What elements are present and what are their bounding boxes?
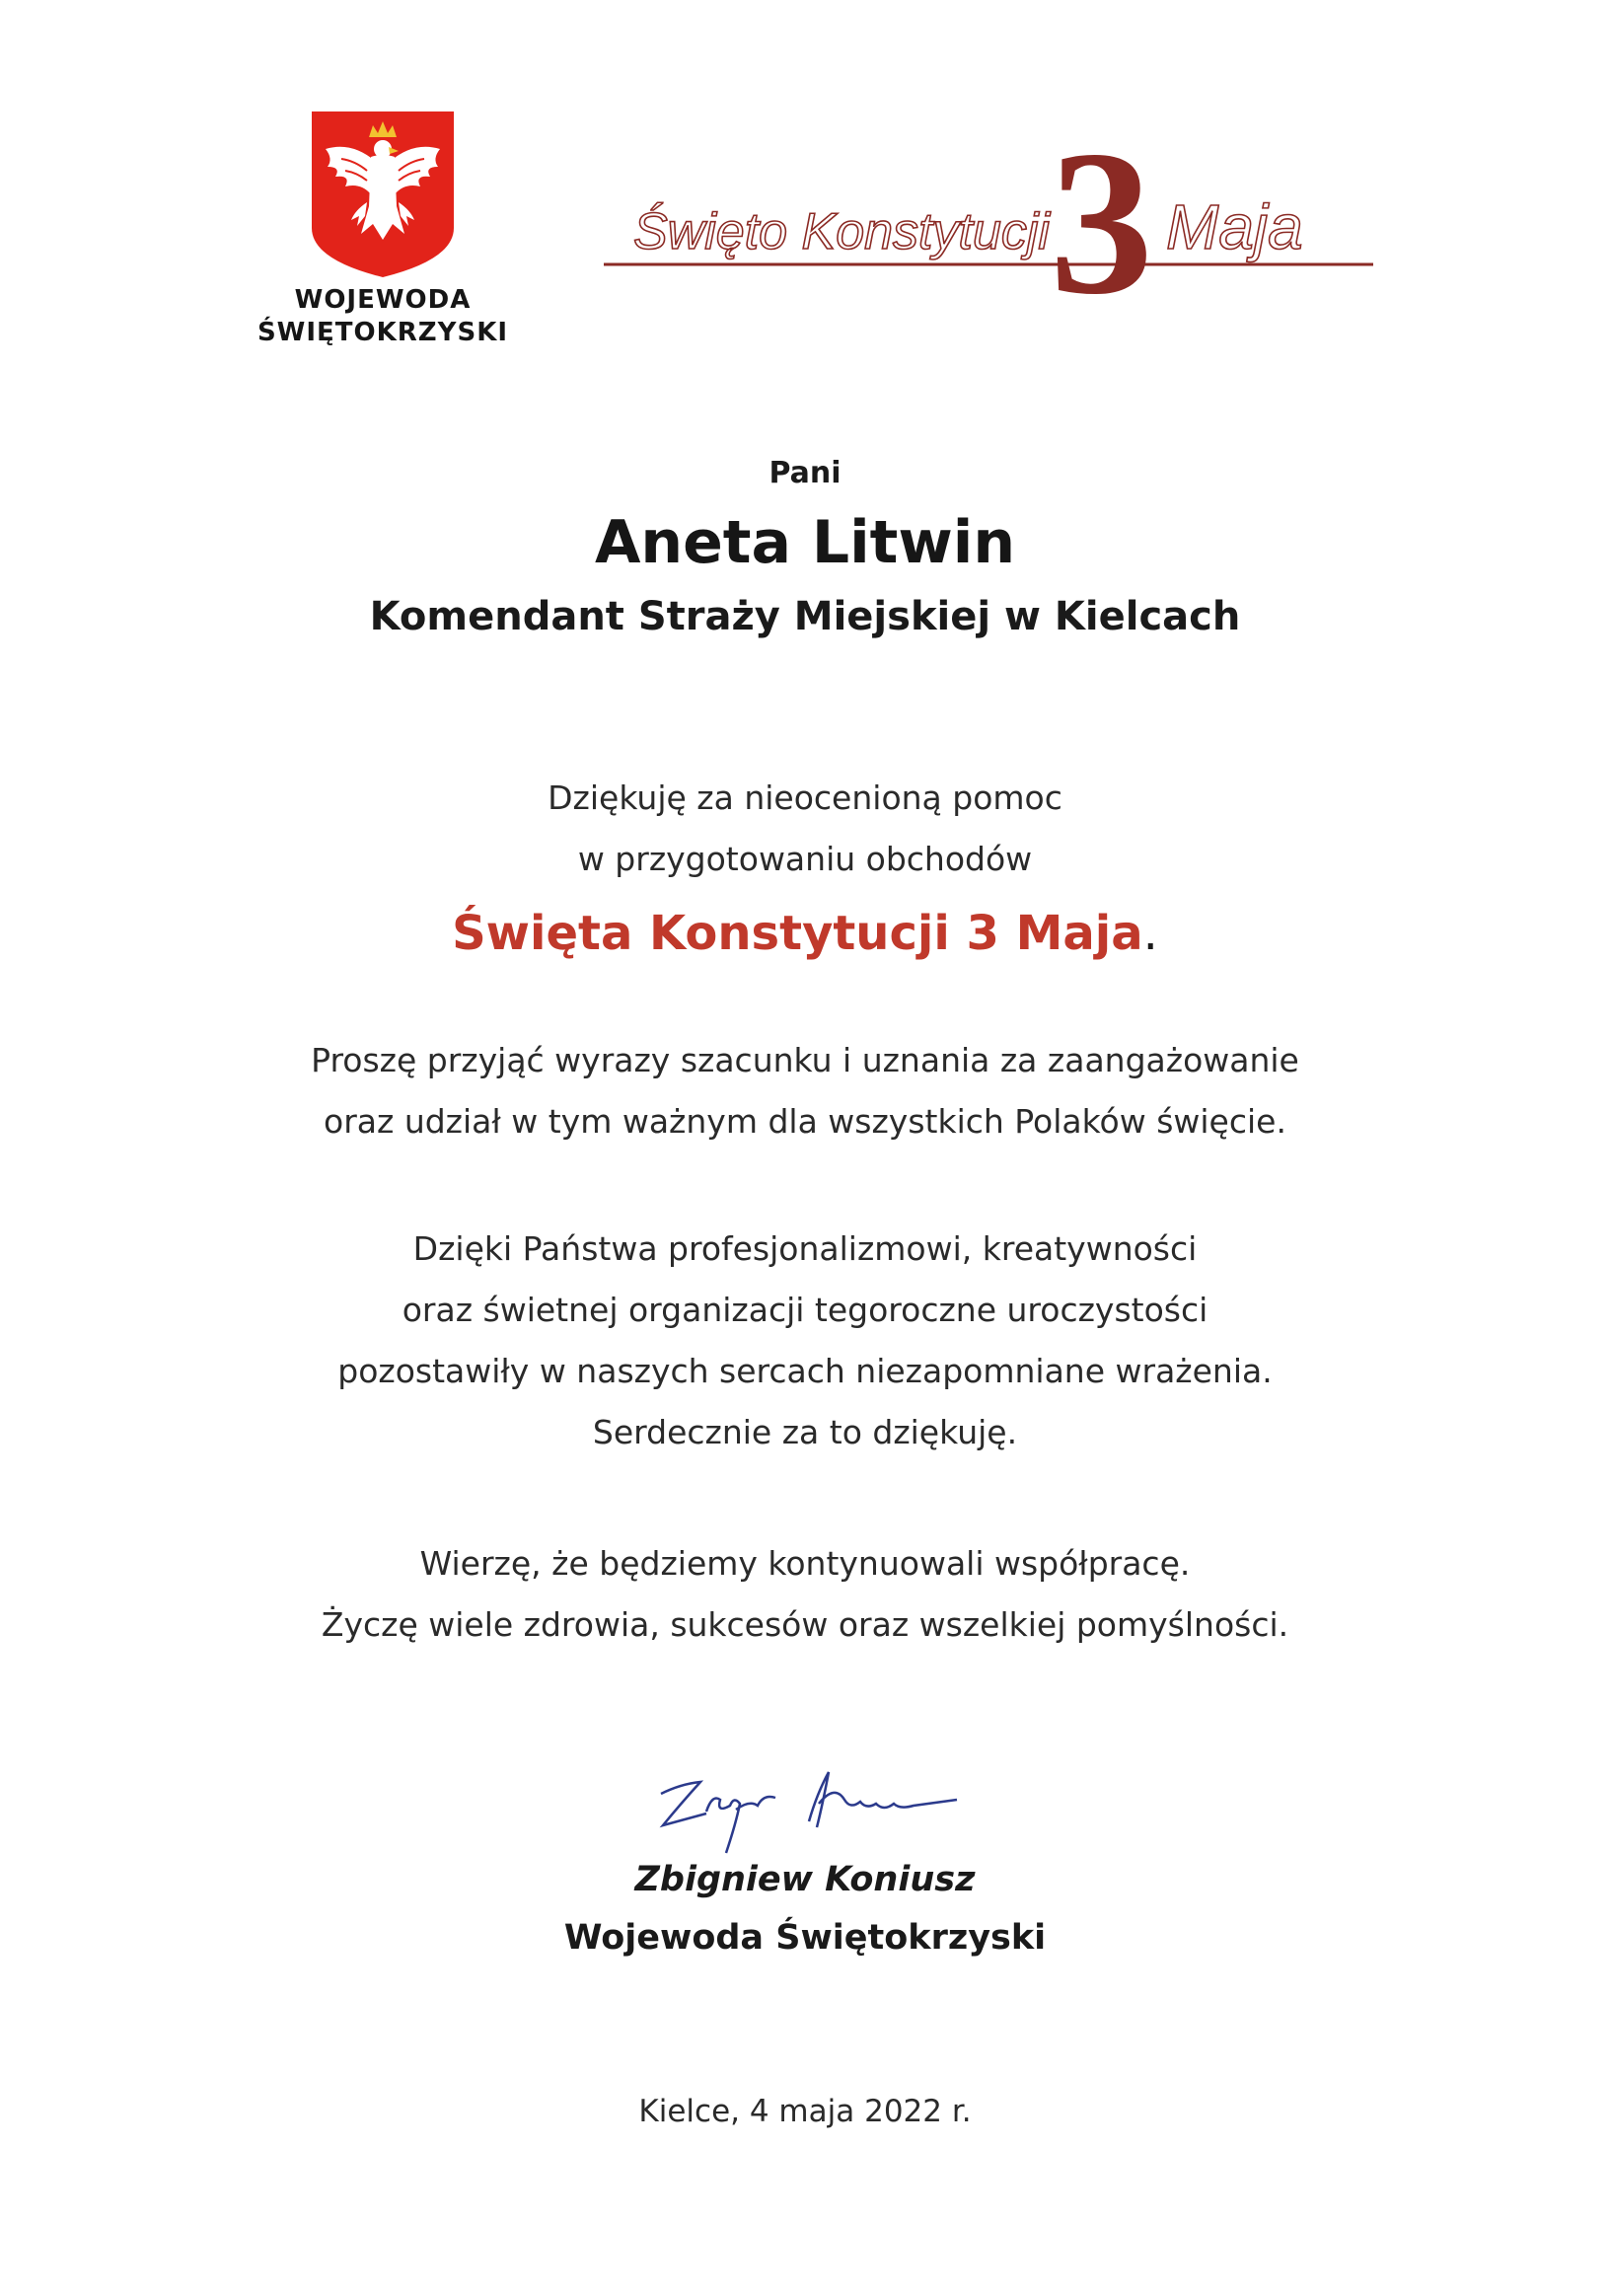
constitution-day-motif (604, 116, 1373, 324)
signer-title: Wojewoda Świętokrzyski (563, 1918, 1047, 1958)
respect-paragraph (0, 1030, 1610, 1152)
event-highlight (0, 906, 1610, 961)
text-line: Życzę wiele zdrowia, sukcesów oraz wszelkiej pomyślności. (321, 1605, 1289, 1644)
motif-text-left: Święto Konstytucji (633, 203, 1050, 260)
text-line: pozostawiły w naszych sercach niezapomniane wrażenia. (337, 1352, 1273, 1390)
handwritten-signature-icon (641, 1754, 1016, 1863)
salutation: Pani (768, 456, 842, 490)
recipient-name: Aneta Litwin (594, 508, 1016, 577)
text-line: Wierzę, że będziemy kontynuowali współpracę. (419, 1544, 1191, 1583)
motif-text-right: Maja (1166, 191, 1303, 262)
motif-number: 3 (1050, 116, 1153, 324)
polish-eagle-emblem-icon (312, 111, 454, 277)
wishes-paragraph (0, 1533, 1610, 1656)
thanks-paragraph (0, 768, 1610, 890)
place-date: Kielce, 4 maja 2022 r. (638, 2094, 972, 2129)
text-line: Serdecznie za to dziękuję. (592, 1413, 1018, 1451)
recipient-position: Komendant Straży Miejskiej w Kielcach (369, 594, 1241, 639)
event-highlight-period: . (1142, 906, 1158, 961)
office-name-line2: ŚWIĘTOKRZYSKI (256, 318, 509, 347)
text-line: w przygotowaniu obchodów (577, 840, 1033, 878)
signer-name: Zbigniew Koniusz (634, 1860, 976, 1899)
text-line: Dziękuję za nieocenioną pomoc (548, 778, 1062, 817)
text-line: Dzięki Państwa profesjonalizmowi, kreatywności (412, 1229, 1198, 1268)
text-line: oraz udział w tym ważnym dla wszystkich Polaków święcie. (324, 1102, 1286, 1141)
text-line: oraz świetnej organizacji tegoroczne uroczystości (402, 1291, 1208, 1329)
text-line: Proszę przyjąć wyrazy szacunku i uznania za zaangażowanie (311, 1041, 1299, 1079)
event-highlight-text: Święta Konstytucji 3 Maja (452, 906, 1143, 961)
office-name-line1: WOJEWODA (294, 285, 472, 315)
office-name (247, 284, 519, 349)
professionalism-paragraph (0, 1219, 1610, 1463)
